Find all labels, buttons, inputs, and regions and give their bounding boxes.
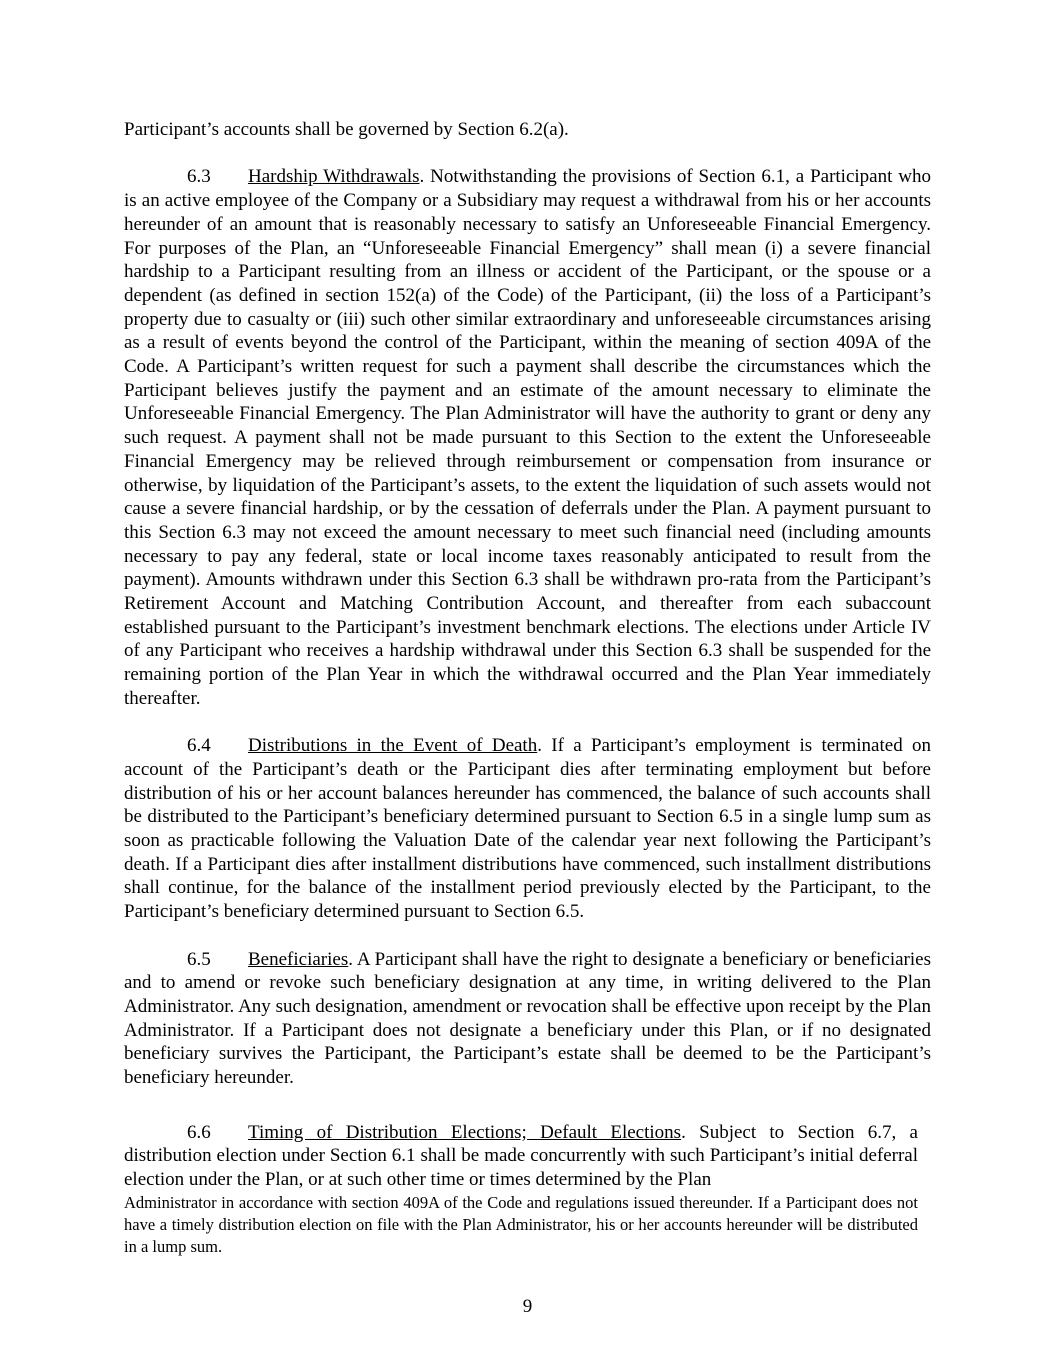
section-heading: Beneficiaries [248,948,349,970]
section-body: . If a Participant’s employment is terminated on account of the Participant’s death or the Participant dies after terminating employment but before distribution of his or her account balances hereunder has commenced, the balance of such accounts shall be distributed to the Participant’s beneficiary determined pursuant to Section 6.5 in a single lump sum as soon as practicable following the Valuation Date of the calendar year next following the Participant’s death. If a Participant dies after installment distributions have commenced, such installment distributions shall continue, for the balance of the installment period previously elected by the Participant, to the Participant’s beneficiary determined pursuant to Section 6.5. [124,735,932,923]
section-heading: Timing of Distribution Elections; Default Elections [248,1121,682,1143]
section-heading: Hardship Withdrawals [248,166,420,188]
section-number: 6.3 [187,166,211,188]
section-heading: Distributions in the Event of Death [248,735,538,757]
section-body: . Subject to Section 6.7, a distribution election under Section 6.1 shall be made concurrently with such Participant’s initial deferral election under the Plan, or at such other time or times determined by the Plan [124,1121,918,1191]
section-number: 6.6 [187,1121,211,1143]
section-6-4 [124,734,931,924]
section-number: 6.4 [187,735,211,757]
section-6-5 [124,948,931,1090]
section-body: . Notwithstanding the provisions of Section 6.1, a Participant who is an active employee of the Company or a Subsidiary may request a withdrawal from his or her accounts hereunder of an amount that is reasonably necessary to satisfy an Unforeseeable Financial Emergency. For purposes of the Plan, an “Unforeseeable Financial Emergency” shall mean (i) a severe financial hardship to a Participant resulting from an illness or accident of the Participant, or the spouse or a dependent (as defined in section 152(a) of the Code) of the Participant, (ii) the loss of a Participant’s property due to casualty or (iii) such other similar extraordinary and unforeseeable circumstances arising as a result of events beyond the control of the Participant, within the meaning of section 409A of the Code. A Participant’s written request for such a payment shall describe the circumstances which the Participant believes justify the payment and an estimate of the amount necessary to eliminate the Unforeseeable Financial Emergency. The Plan Administrator will have the authority to grant or deny any such request. A payment shall not be made pursuant to this Section to the extent the Unforeseeable Financial Emergency may be relieved through reimbursement or compensation from insurance or otherwise, by liquidation of the Participant’s assets, to the extent the liquidation of such assets would not cause a severe financial hardship, or by the cessation of deferrals under the Plan. A payment pursuant to this Section 6.3 may not exceed the amount necessary to meet such financial need (including amounts necessary to pay any federal, state or local income taxes reasonably anticipated to result from the payment). Amounts withdrawn under this Section 6.3 shall be withdrawn pro-rata from the Participant’s Retirement Account and Matching Contribution Account, and thereafter from each subaccount established pursuant to the Participant’s investment benchmark elections. The elections under Article IV of any Participant who receives a hardship withdrawal under this Section 6.3 shall be suspended for the remaining portion of the Plan Year in which the withdrawal occurred and the Plan Year immediately thereafter. [124,166,931,709]
section-number: 6.5 [187,948,211,970]
section-6-6 [124,1121,918,1192]
page-number: 9 [522,1296,533,1317]
section-body: . A Participant shall have the right to designate a beneficiary or beneficiaries and to amend or revoke such beneficiary designation at any time, in writing delivered to the Plan Administrator. Any such designation, amendment or revocation shall be effective upon receipt by the Plan Administrator. If a Participant does not designate a beneficiary under this Plan, or if no designated beneficiary survives the Participant, the Participant’s estate shall be deemed to be the Participant’s beneficiary hereunder. [124,948,931,1089]
document-page [124,118,931,1258]
section-6-6-continued: Administrator in accordance with section 409A of the Code and regulations issued thereunder. If a Participant does not have a timely distribution election on file with the Plan Administrator, his or her accounts hereunder will be distributed in a lump sum. [124,1192,918,1256]
section-6-3 [124,165,931,710]
continuation-paragraph: Participant’s accounts shall be governed by Section 6.2(a). [124,119,569,140]
